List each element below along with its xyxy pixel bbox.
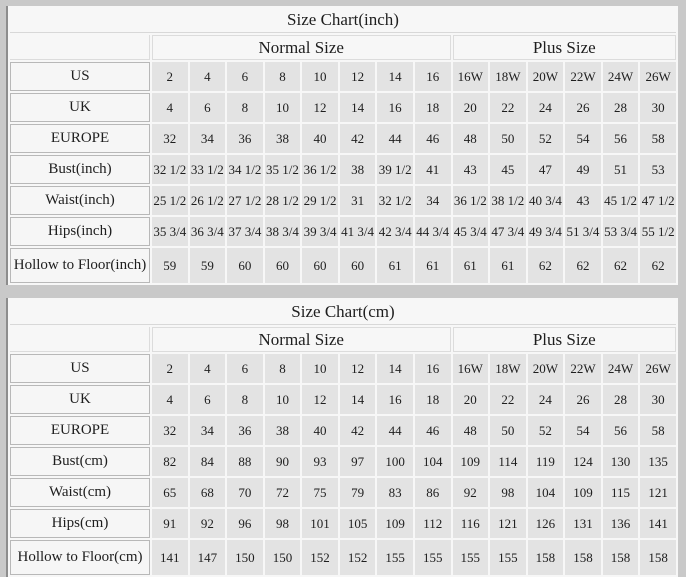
size-cell: 33 1/2 xyxy=(190,155,226,184)
size-cell: 54 xyxy=(565,416,601,445)
table-row xyxy=(10,509,676,538)
size-cell: 98 xyxy=(490,478,526,507)
table-row xyxy=(10,478,676,507)
size-cell: 22 xyxy=(490,93,526,122)
size-cell: 65 xyxy=(152,478,188,507)
size-table-grid xyxy=(8,298,678,577)
size-cell: 38 1/2 xyxy=(490,186,526,215)
size-cell: 39 1/2 xyxy=(377,155,413,184)
size-cell: 16W xyxy=(453,62,489,91)
table-row xyxy=(10,124,676,153)
size-cell: 82 xyxy=(152,447,188,476)
size-cell: 56 xyxy=(603,124,639,153)
size-cell: 26W xyxy=(640,354,676,383)
size-cell: 20W xyxy=(528,62,564,91)
size-cell: 52 xyxy=(528,124,564,153)
size-cell: 50 xyxy=(490,416,526,445)
size-cell: 6 xyxy=(227,354,263,383)
size-cell: 40 xyxy=(302,124,338,153)
size-cell: 30 xyxy=(640,385,676,414)
size-cell: 18W xyxy=(490,62,526,91)
size-cell: 4 xyxy=(152,385,188,414)
table-row xyxy=(10,385,676,414)
table-row xyxy=(10,155,676,184)
size-cell: 47 xyxy=(528,155,564,184)
size-cell: 61 xyxy=(453,248,489,283)
row-label: US xyxy=(10,62,150,91)
size-cell: 48 xyxy=(453,124,489,153)
row-label: Bust(inch) xyxy=(10,155,150,184)
table-row xyxy=(10,186,676,215)
size-cell: 98 xyxy=(265,509,301,538)
size-cell: 36 1/2 xyxy=(453,186,489,215)
normal-size-header: Normal Size xyxy=(152,35,451,60)
table-row xyxy=(10,447,676,476)
size-cell: 56 xyxy=(603,416,639,445)
size-cell: 2 xyxy=(152,62,188,91)
size-cell: 34 1/2 xyxy=(227,155,263,184)
size-cell: 8 xyxy=(265,354,301,383)
size-cell: 32 xyxy=(152,416,188,445)
size-cell: 42 xyxy=(340,416,376,445)
size-cell: 155 xyxy=(453,540,489,575)
plus-size-header: Plus Size xyxy=(453,35,677,60)
size-cell: 101 xyxy=(302,509,338,538)
table-row xyxy=(10,217,676,246)
size-cell: 61 xyxy=(415,248,451,283)
size-cell: 16 xyxy=(377,93,413,122)
table-title: Size Chart(cm) xyxy=(10,300,676,325)
size-cell: 75 xyxy=(302,478,338,507)
size-cell: 6 xyxy=(227,62,263,91)
size-cell: 24 xyxy=(528,93,564,122)
size-cell: 24W xyxy=(603,62,639,91)
row-label: Waist(inch) xyxy=(10,186,150,215)
size-cell: 16 xyxy=(415,354,451,383)
size-cell: 60 xyxy=(227,248,263,283)
size-cell: 141 xyxy=(640,509,676,538)
size-cell: 12 xyxy=(340,354,376,383)
size-cell: 136 xyxy=(603,509,639,538)
size-cell: 50 xyxy=(490,124,526,153)
size-cell: 14 xyxy=(340,93,376,122)
size-cell: 20 xyxy=(453,93,489,122)
size-cell: 6 xyxy=(190,93,226,122)
plus-size-header: Plus Size xyxy=(453,327,677,352)
table-row xyxy=(10,248,676,283)
size-cell: 22W xyxy=(565,62,601,91)
size-cell: 10 xyxy=(302,62,338,91)
size-cell: 30 xyxy=(640,93,676,122)
size-cell: 59 xyxy=(190,248,226,283)
size-cell: 53 3/4 xyxy=(603,217,639,246)
size-cell: 38 xyxy=(340,155,376,184)
size-cell: 47 3/4 xyxy=(490,217,526,246)
size-cell: 155 xyxy=(490,540,526,575)
row-label: Hollow to Floor(cm) xyxy=(10,540,150,575)
size-cell: 97 xyxy=(340,447,376,476)
row-label: Hips(inch) xyxy=(10,217,150,246)
size-cell: 158 xyxy=(565,540,601,575)
size-cell: 34 xyxy=(190,124,226,153)
corner-cell xyxy=(10,35,150,60)
size-cell: 109 xyxy=(565,478,601,507)
size-cell: 68 xyxy=(190,478,226,507)
size-cell: 62 xyxy=(603,248,639,283)
size-cell: 36 xyxy=(227,124,263,153)
corner-cell xyxy=(10,327,150,352)
size-cell: 14 xyxy=(377,62,413,91)
size-cell: 28 1/2 xyxy=(265,186,301,215)
size-cell: 86 xyxy=(415,478,451,507)
size-cell: 34 xyxy=(415,186,451,215)
size-cell: 152 xyxy=(302,540,338,575)
size-cell: 22W xyxy=(565,354,601,383)
size-cell: 62 xyxy=(640,248,676,283)
size-cell: 58 xyxy=(640,124,676,153)
size-cell: 126 xyxy=(528,509,564,538)
size-cell: 49 xyxy=(565,155,601,184)
size-cell: 32 1/2 xyxy=(377,186,413,215)
size-cell: 44 xyxy=(377,416,413,445)
size-cell: 83 xyxy=(377,478,413,507)
size-cell: 115 xyxy=(603,478,639,507)
size-cell: 44 3/4 xyxy=(415,217,451,246)
title-row xyxy=(10,8,676,33)
row-label: Hips(cm) xyxy=(10,509,150,538)
size-cell: 46 xyxy=(415,124,451,153)
size-cell: 46 xyxy=(415,416,451,445)
size-cell: 40 xyxy=(302,416,338,445)
size-cell: 18 xyxy=(415,93,451,122)
group-header-row xyxy=(10,35,676,60)
size-cell: 43 xyxy=(453,155,489,184)
size-cell: 2 xyxy=(152,354,188,383)
size-cell: 16 xyxy=(377,385,413,414)
size-cell: 26W xyxy=(640,62,676,91)
size-cell: 42 xyxy=(340,124,376,153)
size-cell: 12 xyxy=(302,385,338,414)
size-cell: 36 1/2 xyxy=(302,155,338,184)
size-cell: 4 xyxy=(190,62,226,91)
size-cell: 26 xyxy=(565,93,601,122)
size-cell: 124 xyxy=(565,447,601,476)
size-cell: 16W xyxy=(453,354,489,383)
size-cell: 121 xyxy=(640,478,676,507)
size-cell: 38 3/4 xyxy=(265,217,301,246)
size-cell: 131 xyxy=(565,509,601,538)
size-cell: 91 xyxy=(152,509,188,538)
size-cell: 39 3/4 xyxy=(302,217,338,246)
size-cell: 92 xyxy=(190,509,226,538)
size-cell: 116 xyxy=(453,509,489,538)
size-cell: 44 xyxy=(377,124,413,153)
size-cell: 27 1/2 xyxy=(227,186,263,215)
size-table-grid xyxy=(8,6,678,285)
size-cell: 51 3/4 xyxy=(565,217,601,246)
row-label: Bust(cm) xyxy=(10,447,150,476)
size-cell: 45 3/4 xyxy=(453,217,489,246)
size-cell: 84 xyxy=(190,447,226,476)
table-title: Size Chart(inch) xyxy=(10,8,676,33)
size-cell: 51 xyxy=(603,155,639,184)
size-cell: 60 xyxy=(302,248,338,283)
size-cell: 150 xyxy=(227,540,263,575)
size-cell: 100 xyxy=(377,447,413,476)
size-chart-cm xyxy=(6,298,678,577)
size-cell: 35 1/2 xyxy=(265,155,301,184)
size-cell: 8 xyxy=(227,93,263,122)
size-cell: 31 xyxy=(340,186,376,215)
size-cell: 109 xyxy=(377,509,413,538)
size-cell: 60 xyxy=(265,248,301,283)
size-cell: 52 xyxy=(528,416,564,445)
row-label: EUROPE xyxy=(10,416,150,445)
size-cell: 147 xyxy=(190,540,226,575)
size-cell: 45 1/2 xyxy=(603,186,639,215)
size-cell: 79 xyxy=(340,478,376,507)
size-cell: 36 3/4 xyxy=(190,217,226,246)
size-cell: 10 xyxy=(265,93,301,122)
size-cell: 18 xyxy=(415,385,451,414)
size-cell: 54 xyxy=(565,124,601,153)
size-cell: 92 xyxy=(453,478,489,507)
size-cell: 88 xyxy=(227,447,263,476)
size-cell: 37 3/4 xyxy=(227,217,263,246)
size-cell: 135 xyxy=(640,447,676,476)
normal-size-header: Normal Size xyxy=(152,327,451,352)
size-cell: 38 xyxy=(265,124,301,153)
size-cell: 141 xyxy=(152,540,188,575)
size-cell: 28 xyxy=(603,93,639,122)
size-cell: 150 xyxy=(265,540,301,575)
size-cell: 47 1/2 xyxy=(640,186,676,215)
size-cell: 32 xyxy=(152,124,188,153)
size-cell: 38 xyxy=(265,416,301,445)
size-cell: 43 xyxy=(565,186,601,215)
size-cell: 155 xyxy=(415,540,451,575)
row-label: UK xyxy=(10,385,150,414)
size-cell: 105 xyxy=(340,509,376,538)
size-cell: 4 xyxy=(190,354,226,383)
table-row xyxy=(10,354,676,383)
size-chart-inch xyxy=(6,6,678,285)
title-row xyxy=(10,300,676,325)
size-cell: 14 xyxy=(377,354,413,383)
size-cell: 90 xyxy=(265,447,301,476)
size-cell: 8 xyxy=(227,385,263,414)
row-label: UK xyxy=(10,93,150,122)
table-row xyxy=(10,93,676,122)
size-cell: 22 xyxy=(490,385,526,414)
size-cell: 158 xyxy=(603,540,639,575)
size-cell: 93 xyxy=(302,447,338,476)
size-cell: 24W xyxy=(603,354,639,383)
group-header-row xyxy=(10,327,676,352)
size-cell: 32 1/2 xyxy=(152,155,188,184)
size-cell: 48 xyxy=(453,416,489,445)
size-cell: 12 xyxy=(340,62,376,91)
size-cell: 6 xyxy=(190,385,226,414)
size-cell: 158 xyxy=(640,540,676,575)
row-label: Hollow to Floor(inch) xyxy=(10,248,150,283)
table-row xyxy=(10,540,676,575)
size-cell: 61 xyxy=(377,248,413,283)
size-cell: 20W xyxy=(528,354,564,383)
size-cell: 55 1/2 xyxy=(640,217,676,246)
size-cell: 45 xyxy=(490,155,526,184)
size-cell: 130 xyxy=(603,447,639,476)
size-cell: 10 xyxy=(265,385,301,414)
size-cell: 25 1/2 xyxy=(152,186,188,215)
size-cell: 158 xyxy=(528,540,564,575)
size-cell: 36 xyxy=(227,416,263,445)
size-cell: 61 xyxy=(490,248,526,283)
size-cell: 49 3/4 xyxy=(528,217,564,246)
row-label: EUROPE xyxy=(10,124,150,153)
size-cell: 121 xyxy=(490,509,526,538)
row-label: US xyxy=(10,354,150,383)
size-cell: 12 xyxy=(302,93,338,122)
size-cell: 119 xyxy=(528,447,564,476)
size-cell: 10 xyxy=(302,354,338,383)
size-cell: 8 xyxy=(265,62,301,91)
size-cell: 29 1/2 xyxy=(302,186,338,215)
row-label: Waist(cm) xyxy=(10,478,150,507)
size-cell: 96 xyxy=(227,509,263,538)
size-cell: 152 xyxy=(340,540,376,575)
size-cell: 72 xyxy=(265,478,301,507)
table-row xyxy=(10,62,676,91)
size-cell: 70 xyxy=(227,478,263,507)
size-cell: 26 xyxy=(565,385,601,414)
size-cell: 41 xyxy=(415,155,451,184)
size-cell: 28 xyxy=(603,385,639,414)
size-cell: 104 xyxy=(528,478,564,507)
size-cell: 62 xyxy=(565,248,601,283)
size-cell: 4 xyxy=(152,93,188,122)
size-cell: 58 xyxy=(640,416,676,445)
size-cell: 18W xyxy=(490,354,526,383)
size-cell: 112 xyxy=(415,509,451,538)
size-cell: 20 xyxy=(453,385,489,414)
size-cell: 59 xyxy=(152,248,188,283)
size-cell: 53 xyxy=(640,155,676,184)
size-cell: 60 xyxy=(340,248,376,283)
table-row xyxy=(10,416,676,445)
size-cell: 16 xyxy=(415,62,451,91)
size-cell: 26 1/2 xyxy=(190,186,226,215)
size-cell: 62 xyxy=(528,248,564,283)
size-cell: 109 xyxy=(453,447,489,476)
size-cell: 41 3/4 xyxy=(340,217,376,246)
size-cell: 104 xyxy=(415,447,451,476)
size-cell: 35 3/4 xyxy=(152,217,188,246)
size-cell: 34 xyxy=(190,416,226,445)
size-cell: 24 xyxy=(528,385,564,414)
size-cell: 42 3/4 xyxy=(377,217,413,246)
size-cell: 155 xyxy=(377,540,413,575)
size-cell: 114 xyxy=(490,447,526,476)
size-cell: 40 3/4 xyxy=(528,186,564,215)
size-cell: 14 xyxy=(340,385,376,414)
